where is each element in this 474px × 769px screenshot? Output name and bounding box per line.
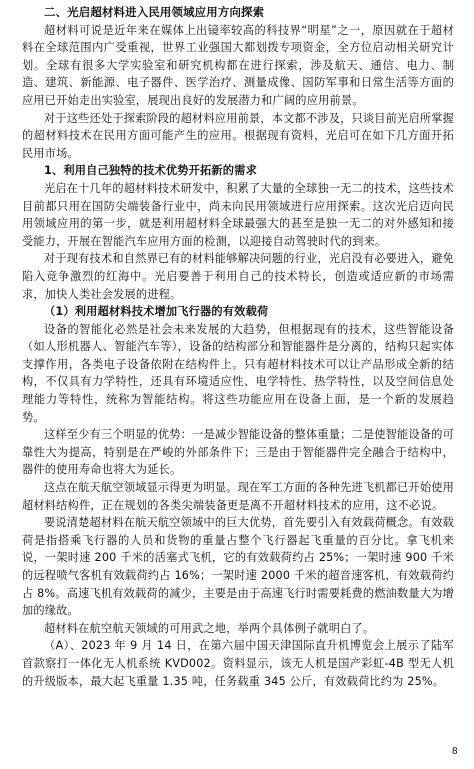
paragraph-scope: 对于这些还处于探索阶段的超材料应用前景，本文都不涉及，只谈目前光启所掌握的超材料技术在民用方面可能产生的应用。根据现有资料，光启可在如下几方面开拓民用市场。 [22,111,454,160]
document-page [22,4,454,690]
paragraph-examples-intro: 超材料在航空航天领域的可用武之地，举两个具体例子就明白了。 [44,621,375,635]
paragraph-payload-concept: 要说清楚超材料在航天航空领域中的巨大优势，首先要引入有效载荷概念。有效载荷是指搭乘飞行器的人员和货物的重量占整个飞行器起飞重量的百分比。拿飞机来说，一架时速 200 千米的活塞式飞机，它的有效载荷约占 25%；一架时速 900 千米的远程喷气客机有效载荷约占 16%；一架时速 2000 千米的超音速客机，有效载荷约占 8%。高速飞机有效载荷的减少，主要是由于高速飞行时需要耗费的燃油数量大为增加的缘故。 [22,516,454,618]
subheading-unique-advantage: 1、利用自己独特的技术优势开拓新的需求 [44,164,257,178]
paragraph-intro: 超材料可说是近年来在媒体上出镜率较高的科技界“明星”之一，原因就在于超材料在全球范围内广受重视，世界工业强国大都划拨专项资金，全方位启动相关研究计划。全球有很多大学实验室和研究机构都在进行探索，涉及航天、通信、电力、制造、建筑、新能源、电子器件、医学治疗、测量成像、国防军事和日常生活等方面的应用已开始走出实验室，展现出良好的发展潜力和广阔的应用前景。 [22,23,454,107]
paragraph-market-strategy: 对于现有技术和自然界已有的材料能够解决问题的行业，光启没有必要进入，避免陷入竞争激烈的红海中。光启要善于利用自己的技术特长，创造或适应新的市场需求，加快人类社会发展的进程。 [22,252,454,301]
subheading-payload: （1）利用超材料技术增加飞行器的有效载荷 [44,305,269,319]
paragraph-tech-accumulation: 光启在十几年的超材料技术研发中，积累了大量的全球独一无二的技术，这些技术目前都只用在国防尖端装备行业中，尚未向民用领域进行应用探索。这次光启迈向民用领域应用的第一步，就是利用超材料全球最强大的甚至是独一无二的对外感知和接受能力，开展在智能汽车应用方面的检测，以迎接自动驾驶时代的到来。 [22,181,454,248]
paragraph-example-a: （A）、2023 年 9 月 14 日，在第六届中国天津国际直升机博览会上展示了陆军首款察打一体化无人机系统 KVD002。资料显示，该无人机是国产彩虹-4B 型无人机的升级版本，最大起飞重量 1.35 吨，任务载重 345 公斤，有效载荷比约为 25%。 [22,639,454,688]
paragraph-aerospace: 这点在航天航空领域显示得更为明显。现在军工方面的各种先进飞机都已开始使用超材料结构件，正在规划的各类尖端装备更是离不开超材料技术的应用，这不必说。 [22,481,454,512]
paragraph-three-advantages: 这样至少有三个明显的优势：一是减少智能设备的整体重量；二是使智能设备的可靠性大为提高，特别是在严峻的外部条件下；三是由于智能器件完全融合于结构中，器件的使用寿命也将大为延长。 [22,428,454,477]
page-number: 8 [452,746,458,757]
paragraph-smart-structure: 设备的智能化必然是社会未来发展的大趋势，但根据现有的技术，这些智能设备（如人形机器人、智能汽车等），设备的结构部分和智能器件是分离的，结构只起实体支撑作用，各类电子设备依附在结构件上。只有超材料技术可以让产品形成全新的结构，不仅具有力学特性，还具有环境适应性、电学特性、热学特性，以及空间信息处理能力等特性，统称为智能结构。将这些功能应用在设备上面，是一个新的发展趋势。 [22,322,454,424]
section-heading: 二、光启超材料进入民用领域应用方向探索 [44,5,265,19]
